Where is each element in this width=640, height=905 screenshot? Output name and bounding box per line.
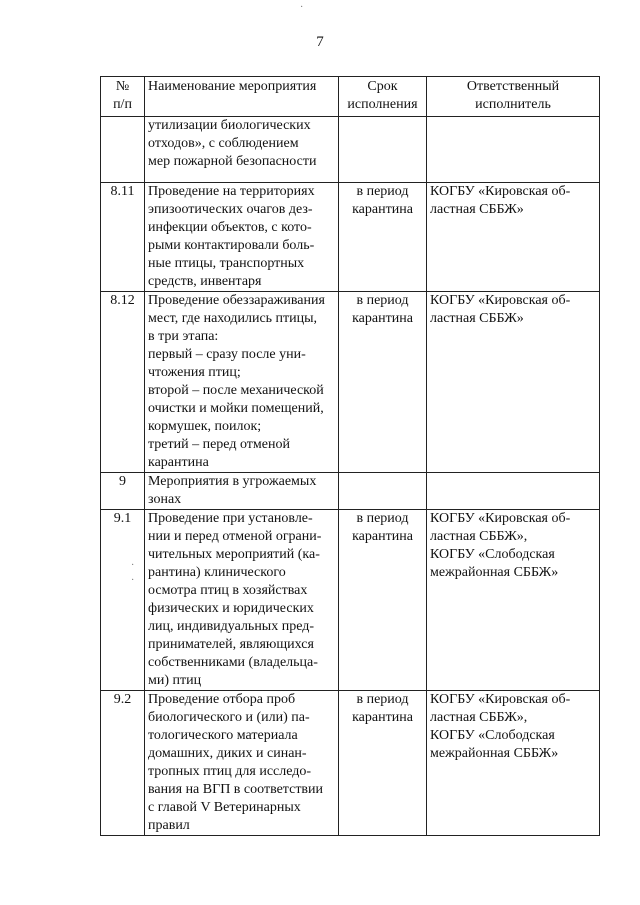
header-term-line: исполнения [347, 97, 418, 112]
responsible-text-line: КОГБУ «Слободская [430, 728, 555, 743]
measure-text-line: собственниками (владельца- [148, 655, 318, 670]
header-term-line: Срок [367, 79, 398, 94]
item-number: 8.12 [110, 293, 135, 308]
measure-text-line: первый – сразу после уни- [148, 347, 306, 362]
measure-text-line: Мероприятия в угрожаемых [148, 474, 317, 489]
measure-text-line: правил [148, 818, 190, 833]
cell-term [339, 691, 427, 836]
table-header-row [101, 77, 600, 117]
header-resp-line: исполнитель [475, 97, 551, 112]
measure-text-line: тропных птиц для исследо- [148, 764, 312, 779]
header-term [339, 77, 427, 117]
table-row [101, 292, 600, 473]
responsible-text-line: ластная СББЖ» [430, 202, 524, 217]
measure-text-line: с главой V Ветеринарных [148, 800, 301, 815]
cell-name [145, 691, 339, 836]
term-text-line: карантина [352, 529, 413, 544]
scan-speck-left-2: · [131, 575, 135, 586]
cell-term [339, 292, 427, 473]
measure-text-line: Проведение на территориях [148, 184, 315, 199]
cell-responsible [427, 183, 600, 292]
responsible-text-line: ластная СББЖ», [430, 710, 528, 725]
term-text-line: карантина [352, 710, 413, 725]
cell-num [101, 691, 145, 836]
measures-table [100, 76, 600, 836]
header-num-line: № [115, 79, 130, 94]
responsible-text-line: КОГБУ «Кировская об- [430, 184, 571, 199]
header-num-line: п/п [113, 97, 132, 112]
measure-text-line: ные птицы, транспортных [148, 256, 305, 271]
measure-text-line: Проведение отбора проб [148, 692, 296, 707]
cell-term [339, 473, 427, 510]
cell-name [145, 183, 339, 292]
measure-text-line: в три этапа: [148, 329, 219, 344]
measure-text-line: Проведение при установле- [148, 511, 313, 526]
cell-responsible [427, 117, 600, 183]
header-name-line: Наименование мероприятия [148, 79, 317, 94]
measure-text-line: мер пожарной безопасности [148, 154, 317, 169]
responsible-text-line: межрайонная СББЖ» [430, 746, 559, 761]
table-row [101, 117, 600, 183]
term-text-line: в период [356, 293, 409, 308]
measure-text-line: карантина [148, 455, 209, 470]
responsible-text-line: КОГБУ «Кировская об- [430, 511, 571, 526]
measure-text-line: Проведение обеззараживания [148, 293, 325, 308]
term-text-line: в период [356, 692, 409, 707]
table-row [101, 183, 600, 292]
item-number: 8.11 [110, 184, 135, 199]
measure-text-line: рантина) клинического [148, 565, 286, 580]
item-number: 9.2 [113, 692, 132, 707]
measure-text-line: кормушек, поилок; [148, 419, 262, 434]
cell-name [145, 473, 339, 510]
cell-name [145, 510, 339, 691]
cell-term [339, 183, 427, 292]
measure-text-line: мест, где находились птицы, [148, 311, 318, 326]
measure-text-line: чительных мероприятий (ка- [148, 547, 320, 562]
cell-num [101, 117, 145, 183]
cell-num [101, 473, 145, 510]
responsible-text-line: КОГБУ «Кировская об- [430, 692, 571, 707]
table-row [101, 473, 600, 510]
measure-text-line: чтожения птиц; [148, 365, 241, 380]
item-number: 9 [119, 474, 126, 489]
cell-responsible [427, 473, 600, 510]
page-number: 7 [316, 34, 324, 50]
table-row [101, 510, 600, 691]
cell-term [339, 510, 427, 691]
cell-name [145, 292, 339, 473]
measure-text-line: физических и юридических [148, 601, 314, 616]
measure-text-line: ми) птиц [148, 673, 202, 688]
responsible-text-line: КОГБУ «Кировская об- [430, 293, 571, 308]
responsible-text-line: межрайонная СББЖ» [430, 565, 559, 580]
responsible-text-line: ластная СББЖ» [430, 311, 524, 326]
measure-text-line: второй – после механической [148, 383, 324, 398]
cell-name [145, 117, 339, 183]
table-row [101, 691, 600, 836]
measure-text-line: тологического материала [148, 728, 298, 743]
scan-speck-top: · [300, 2, 304, 13]
measure-text-line: третий – перед отменой [148, 437, 290, 452]
header-name [145, 77, 339, 117]
scan-speck-left-1: · [131, 560, 135, 571]
term-text-line: в период [356, 511, 409, 526]
cell-responsible [427, 510, 600, 691]
cell-responsible [427, 292, 600, 473]
measure-text-line: вания на ВГП в соответствии [148, 782, 324, 797]
term-text-line: в период [356, 184, 409, 199]
measure-text-line: отходов», с соблюдением [148, 136, 299, 151]
measure-text-line: эпизоотических очагов дез- [148, 202, 313, 217]
measure-text-line: биологического и (или) па- [148, 710, 310, 725]
cell-num [101, 183, 145, 292]
measure-text-line: нии и перед отменой ограни- [148, 529, 322, 544]
measure-text-line: инфекции объектов, с кото- [148, 220, 312, 235]
term-text-line: карантина [352, 311, 413, 326]
cell-num [101, 292, 145, 473]
measure-text-line: очистки и мойки помещений, [148, 401, 324, 416]
item-number: 9.1 [113, 511, 132, 526]
cell-term [339, 117, 427, 183]
header-resp-line: Ответственный [466, 79, 560, 94]
responsible-text-line: ластная СББЖ», [430, 529, 528, 544]
measure-text-line: принимателей, являющихся [148, 637, 314, 652]
header-responsible [427, 77, 600, 117]
measure-text-line: домашних, диких и синан- [148, 746, 307, 761]
measure-text-line: осмотра птиц в хозяйствах [148, 583, 308, 598]
measure-text-line: лиц, индивидуальных пред- [148, 619, 315, 634]
responsible-text-line: КОГБУ «Слободская [430, 547, 555, 562]
measure-text-line: рыми контактировали боль- [148, 238, 315, 253]
measure-text-line: средств, инвентаря [148, 274, 262, 289]
term-text-line: карантина [352, 202, 413, 217]
header-num [101, 77, 145, 117]
measure-text-line: зонах [148, 492, 182, 507]
measure-text-line: утилизации биологических [148, 118, 311, 133]
cell-responsible [427, 691, 600, 836]
cell-num [101, 510, 145, 691]
